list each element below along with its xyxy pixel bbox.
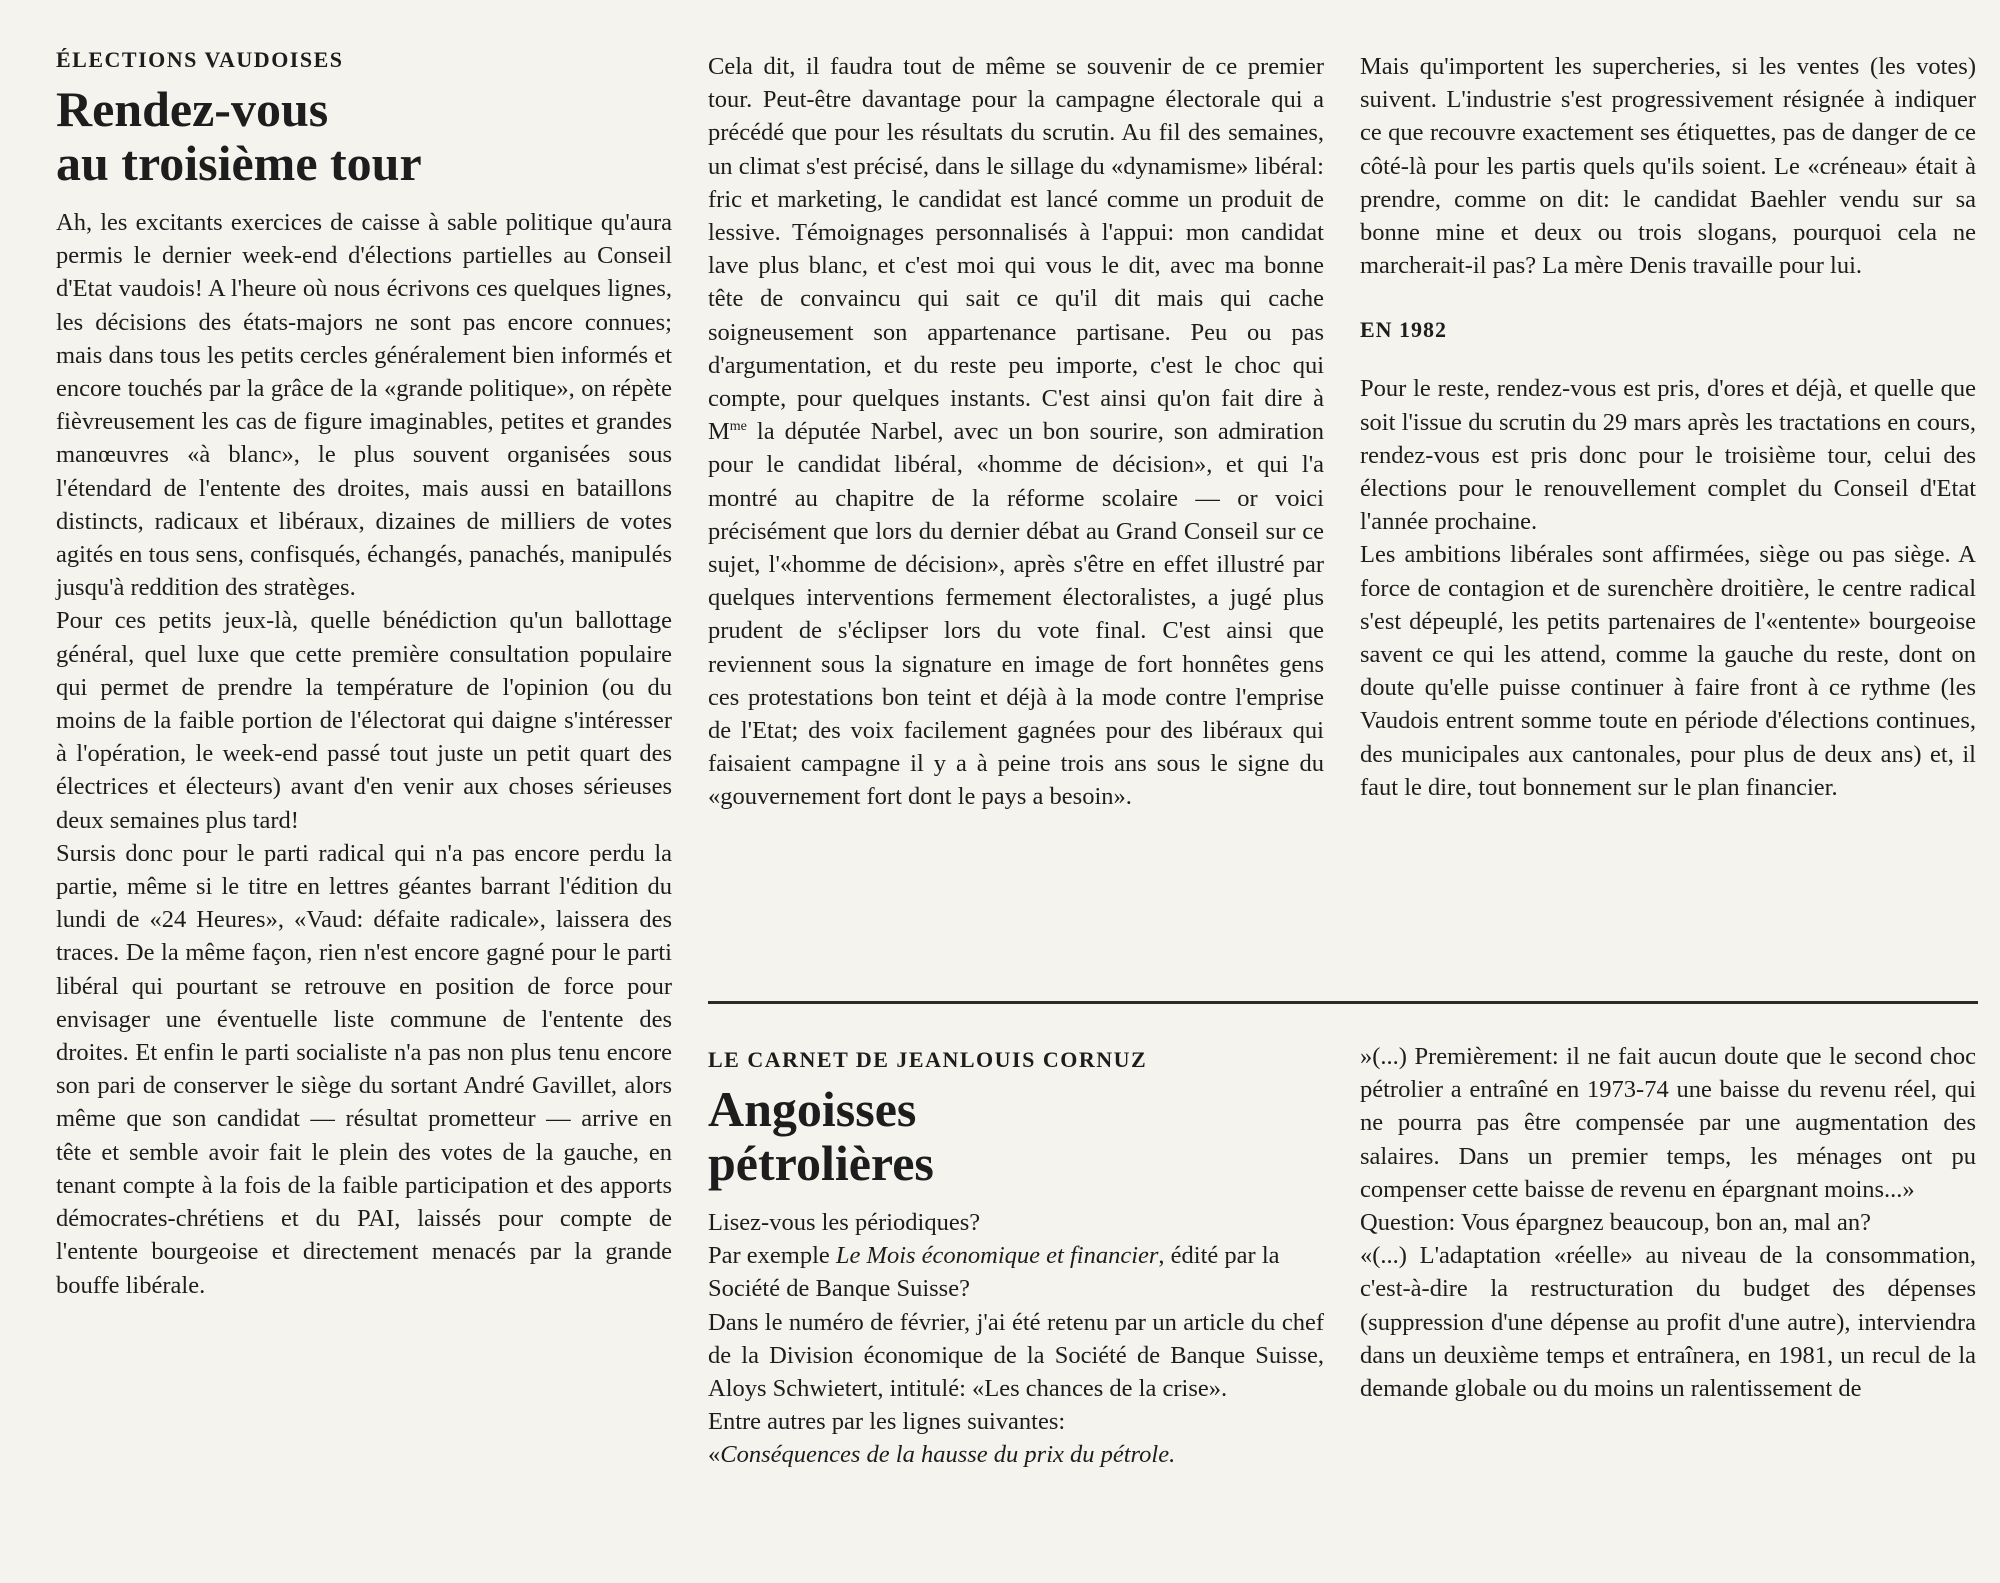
article2-col2-body (708, 1206, 1324, 1472)
article2-headline-line2: pétrolières (708, 1135, 934, 1191)
article1-paragraph: Pour le reste, rendez-vous est pris, d'ores et déjà, et quelle que soit l'issue du scrutin du 29 mars après les tractations en cours, rendez-vous est pris donc pour le troisième tour, celui des élections pour le renouvellement complet du Conseil d'Etat l'année prochaine. (1360, 375, 1976, 536)
article2-paragraph (708, 1438, 1324, 1471)
article2-column-3 (1360, 1040, 1976, 1405)
article1-column-1 (56, 46, 672, 1302)
quoted-heading: Conséquences de la hausse du prix du pétrole. (720, 1441, 1176, 1469)
article2-text: Par exemple (708, 1242, 836, 1270)
article2-text: , édité par la Société de Banque Suisse? (708, 1242, 1280, 1303)
article2-paragraph: Lisez-vous les périodiques? (708, 1209, 981, 1236)
article2-paragraph: Dans le numéro de février, j'ai été retenu par un article du chef de la Division économique de la Société de Banque Suisse, Aloys Schwietert, intitulé: «Les chances de la crise». (708, 1308, 1324, 1403)
open-quote: « (708, 1441, 721, 1469)
article1-paragraph: Ah, les excitants exercices de caisse à sable politique qu'aura permis le dernier week-end d'élections partielles au Conseil d'Etat vaudois! A l'heure où nous écrivons ces quelques lignes, les décisions des états-majors ne sont pas encore connues; mais dans tous les petits cercles généralement bien informés et encore touchés par la grâce de la «grande politique», on répète fièvreusement les cas de figure imaginables, petites et grandes manœuvres «à blanc», le plus souvent organisées sous l'étendard de l'entente des droites, mais aussi en bataillons distincts, radicaux et libéraux, dizaines de milliers de votes agités en tous sens, confisqués, échangés, panachés, manipulés jusqu'à reddition des stratèges. (56, 209, 672, 602)
article1-col1-body (56, 206, 672, 1302)
periodical-title: Le Mois économique et financier (835, 1242, 1159, 1270)
madame-abbrev-sup: me (729, 419, 747, 435)
article1-paragraph (708, 50, 1324, 814)
article1-paragraph: Pour ces petits jeux-là, quelle bénédiction qu'un ballottage général, quel luxe que cette première consultation populaire qui permet de prendre la température de l'opinion (ou du moins de la faible portion de l'électorat qui daigne s'intéresser à l'opération, le week-end passé tout juste un petit quart des électrices et électeurs) avant d'en venir aux choses sérieuses deux semaines plus tard! (56, 607, 672, 834)
article2-kicker: LE CARNET DE JEANLOUIS CORNUZ (708, 1047, 1148, 1072)
article1-headline-line1: Rendez-vous (56, 81, 329, 137)
article2-paragraph (708, 1239, 1324, 1305)
article1-col2-text-b: la députée Narbel, avec un bon sourire, son admiration pour le candidat libéral, «homme de décision», et qui l'a montré au chapitre de la réforme scolaire — or voici précisément que lors du dernier débat au Grand Conseil sur ce sujet, l'«homme de décision», après s'être en effet illustré par quelques interventions fermement électoralistes, a jugé plus prudent de s'éclipser lors du vote final. C'est ainsi que reviennent sous la signature en image de fort honnêtes gens ces protestations bon teint et déjà à la mode contre l'emprise de l'Etat; des voix facilement gagnées pour des libéraux qui faisaient campagne il y a à peine trois ans sous le signe du «gouvernement fort dont le pays a besoin». (708, 418, 1324, 811)
article1-subheading: EN 1982 (1360, 317, 1448, 343)
article1-paragraph: Les ambitions libérales sont affirmées, siège ou pas siège. A force de contagion et de surenchère droitière, le centre radical s'est dépeuplé, les petits partenaires de l'«entente» bourgeoise savent ce qui les attend, comme la gauche du reste, dont on doute qu'elle puisse continuer à faire front à ce rythme (les Vaudois entrent somme toute en période d'élections continues, des municipales aux cantonales, pour plus de deux ans) et, il faut le dire, tout bonnement sur le plan financier. (1360, 541, 1976, 801)
article2-col3-body (1360, 1040, 1976, 1405)
article2-headline (708, 1082, 1324, 1190)
article2-paragraph: »(...) Premièrement: il ne fait aucun doute que le second choc pétrolier a entraîné en 1973-74 une baisse du revenu réel, qui ne pourra pas être compensée par une augmentation des salaires. Dans un premier temps, les ménages ont pu compenser cette baisse de revenu en épargnant moins...» (1360, 1043, 1976, 1203)
article2-headline-line1: Angoisses (708, 1081, 917, 1137)
article2-paragraph: «(...) L'adaptation «réelle» au niveau de la consommation, c'est-à-dire la restructuration du budget des dépenses (suppression d'une dépense au profit d'une autre), interviendra dans un deuxième temps et entraînera, en 1981, un recul de la demande globale ou du moins un ralentissement de (1360, 1242, 1976, 1403)
article1-paragraph: Mais qu'importent les supercheries, si les ventes (les votes) suivent. L'industrie s'est progressivement résignée à indiquer ce que recouvre exactement ses étiquettes, pas de danger de ce côté-là pour les partis quels qu'ils soient. Le «créneau» était à prendre, comme on dit: le candidat Baehler vendu sur sa bonne mine et deux ou trois slogans, pourquoi cela ne marcherait-il pas? La mère Denis travaille pour lui. (1360, 53, 1976, 280)
article1-col2-text-a: Cela dit, il faudra tout de même se souvenir de ce premier tour. Peut-être davantage pour la campagne électorale qui a précédé que pour les résultats du scrutin. Au fil des semaines, un climat s'est précisé, dans le sillage du «dynamisme» libéral: fric et marketing, le candidat est lancé comme un produit de lessive. Témoignages personnalisés à l'appui: mon candidat lave plus blanc, et c'est moi qui vous le dit, avec ma bonne tête de convaincu qui sait ce qu'il dit mais qui cache soigneusement son appartenance partisane. Peu ou pas d'argumentation, et du reste peu importe, c'est le choc qui compte, pour quelques instants. C'est ainsi qu'on fait dire à M (708, 53, 1324, 446)
article1-headline-line2: au troisième tour (56, 135, 422, 191)
article1-col2-body (708, 50, 1324, 814)
article2-paragraph: Question: Vous épargnez beaucoup, bon an, mal an? (1360, 1209, 1871, 1237)
article1-col3-body (1360, 50, 1976, 804)
article1-paragraph: Sursis donc pour le parti radical qui n'a pas encore perdu la partie, même si le titre en lettres géantes barrant l'édition du lundi de «24 Heures», «Vaud: défaite radicale», laissera des traces. De la même façon, rien n'est encore gagné pour le parti libéral qui pourtant se retrouve en position de force pour envisager une éventuelle liste commune de l'entente des droites. Et enfin le parti socialiste n'a pas non plus tenu encore son pari de conserver le siège du sortant André Gavillet, alors même que son candidat — résultat prometteur — arrive en tête et semble avoir fait le plein des votes de la gauche, en tenant compte à la fois de la faible participation et des apports démocrates-chrétiens et du PAI, laissés pour compte de l'entente bourgeoise et directement menacés par la grande bouffe libérale. (56, 839, 672, 1299)
article2-paragraph: Entre autres par les lignes suivantes: (708, 1408, 1066, 1436)
section-divider-rule (708, 1001, 1978, 1004)
article1-column-2 (708, 50, 1324, 814)
article1-headline (56, 82, 672, 190)
article1-column-3 (1360, 50, 1976, 804)
article1-kicker: ÉLECTIONS VAUDOISES (56, 47, 344, 72)
article2-column-2 (708, 1046, 1324, 1472)
